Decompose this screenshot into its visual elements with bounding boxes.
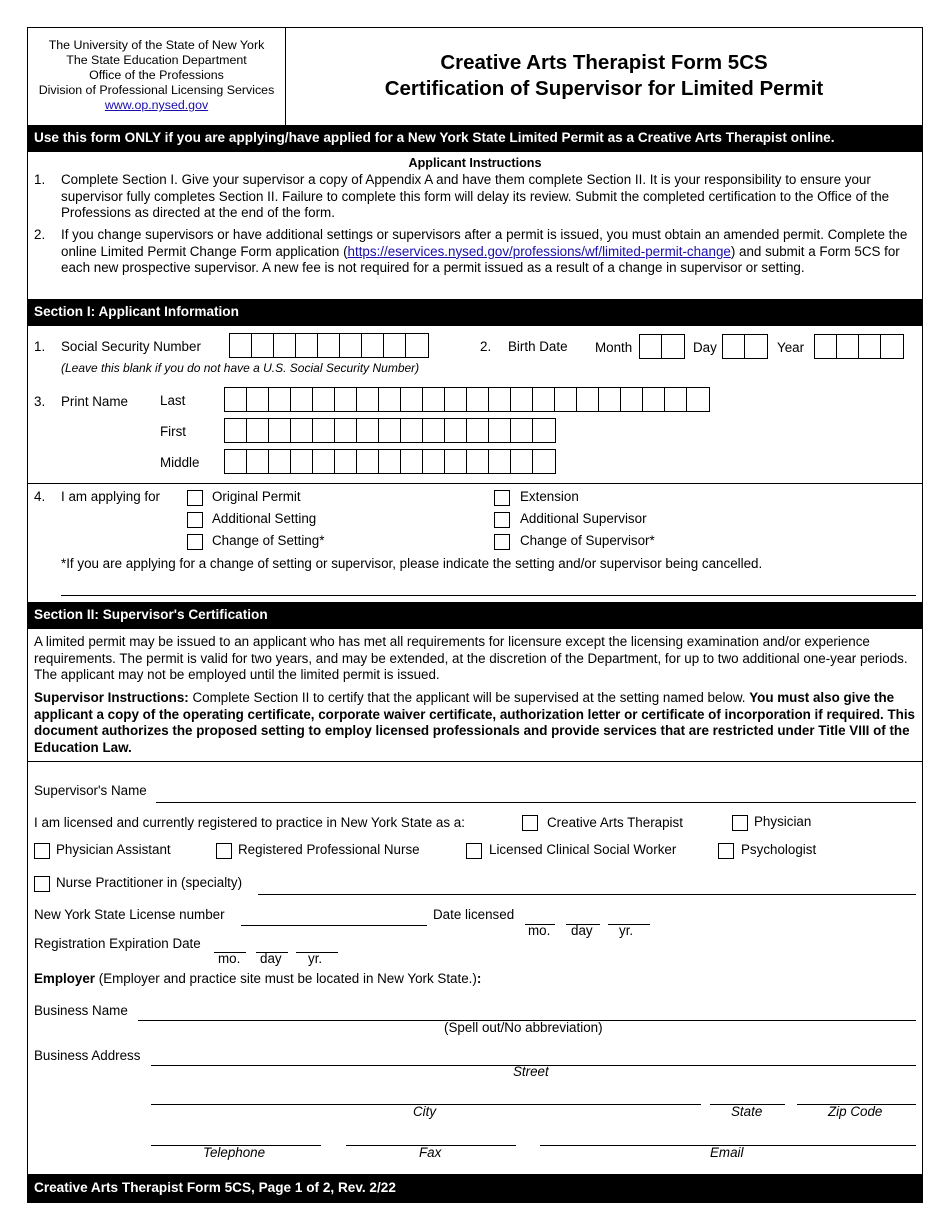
- nurse-practitioner-specialty-input[interactable]: [258, 894, 916, 895]
- option-label: Change of Supervisor*: [520, 533, 655, 548]
- registration-expiration-label: Registration Expiration Date: [34, 936, 201, 951]
- divider: [28, 761, 922, 762]
- divider: [28, 483, 922, 484]
- first-name-label: First: [160, 424, 187, 439]
- last-name-label: Last: [160, 393, 186, 408]
- agency-line: The University of the State of New York: [48, 38, 265, 52]
- agency-line: Office of the Professions: [89, 68, 224, 82]
- month-label: Month: [595, 340, 633, 355]
- last-name-input[interactable]: [224, 387, 710, 412]
- licensed-as-label: I am licensed and currently registered to practice in New York State as a:: [34, 815, 465, 830]
- day-caption: day: [260, 951, 282, 966]
- yr-caption: yr.: [308, 951, 323, 966]
- fax-caption: Fax: [419, 1145, 442, 1160]
- registered-professional-nurse-checkbox[interactable]: [216, 843, 232, 859]
- year-label: Year: [777, 340, 805, 355]
- agency-block: [28, 28, 286, 125]
- website-link[interactable]: www.op.nysed.gov: [104, 98, 209, 112]
- form-page: [27, 27, 923, 1203]
- section-1-bar: Section I: Applicant Information: [28, 299, 922, 326]
- footer-bar: Creative Arts Therapist Form 5CS, Page 1 of 2, Rev. 2/22: [28, 1174, 922, 1203]
- item-number: 1.: [34, 339, 46, 354]
- instruction-number: 1.: [34, 172, 46, 187]
- birth-month-input[interactable]: [639, 334, 685, 359]
- profession-label: Creative Arts Therapist: [547, 815, 683, 830]
- instruction-1: Complete Section I. Give your supervisor a copy of Appendix A and have them complete Section II. It is your responsibility to ensure your supervisor fully completes Section II. Failure to complete this form will delay its review. Submit the completed certification to the Office of the Professions as directed at the end of the form.: [61, 172, 890, 221]
- business-address-label: Business Address: [34, 1048, 141, 1063]
- item-number: 3.: [34, 394, 46, 409]
- instruction-2: If you change supervisors or have additional settings or supervisors after a permit is issued, you must obtain an amended permit. Complete the online Limited Permit Change Form application (https://eservices.nysed.gov/professions/wf/limited-permit-change) and submit a Form 5CS for each new prospective supervisor. A new fee is not required for a permit issued as a result of a change in supervisor or setting.: [61, 227, 908, 276]
- zip-caption: Zip Code: [828, 1104, 883, 1119]
- profession-label: Physician: [754, 814, 812, 829]
- ssn-note: (Leave this blank if you do not have a U.S. Social Security Number): [61, 361, 420, 375]
- employer-label: Employer (Employer and practice site must be located in New York State.):: [34, 971, 482, 986]
- licensed-clinical-social-worker-checkbox[interactable]: [466, 843, 482, 859]
- additional-setting-checkbox[interactable]: [187, 512, 203, 528]
- email-caption: Email: [710, 1145, 744, 1160]
- change-of-supervisor-checkbox[interactable]: [494, 534, 510, 550]
- telephone-caption: Telephone: [203, 1145, 266, 1160]
- profession-label: Nurse Practitioner in (specialty): [56, 875, 243, 890]
- instruction-number: 2.: [34, 227, 46, 242]
- section-2-bar: Section II: Supervisor's Certification: [28, 602, 922, 629]
- section-2-intro: A limited permit may be issued to an applicant who has met all requirements for licensure except the licensing examination and/or experience requirements. The permit is valid for two years, and may be extended, at the discretion of the Department, for up to two additional one-year periods. The applicant may not be employed until the limited permit is issued.: [34, 634, 908, 683]
- birth-year-input[interactable]: [814, 334, 904, 359]
- option-label: Original Permit: [212, 489, 301, 504]
- item-number: 4.: [34, 489, 46, 504]
- option-label: Additional Setting: [212, 511, 317, 526]
- extension-checkbox[interactable]: [494, 490, 510, 506]
- physician-checkbox[interactable]: [732, 815, 748, 831]
- supervisor-name-input[interactable]: [156, 802, 916, 803]
- title-line-2: Certification of Supervisor for Limited Permit: [384, 77, 824, 100]
- psychologist-checkbox[interactable]: [718, 843, 734, 859]
- profession-label: Licensed Clinical Social Worker: [489, 842, 677, 857]
- option-label: Extension: [520, 489, 579, 504]
- mo-caption: mo.: [528, 923, 551, 938]
- city-caption: City: [413, 1104, 437, 1119]
- option-label: Additional Supervisor: [520, 511, 647, 526]
- additional-supervisor-checkbox[interactable]: [494, 512, 510, 528]
- profession-label: Physician Assistant: [56, 842, 171, 857]
- mo-caption: mo.: [218, 951, 241, 966]
- agency-line: Division of Professional Licensing Services: [38, 83, 275, 97]
- applying-for-label: I am applying for: [61, 489, 160, 504]
- street-caption: Street: [513, 1064, 549, 1079]
- title-line-1: Creative Arts Therapist Form 5CS: [440, 51, 768, 74]
- spell-out-caption: (Spell out/No abbreviation): [444, 1020, 603, 1035]
- print-name-label: Print Name: [61, 394, 128, 409]
- birth-day-input[interactable]: [722, 334, 768, 359]
- item-number: 2.: [480, 339, 492, 354]
- notice-bar: Use this form ONLY if you are applying/have applied for a New York State Limited Permit as a Creative Arts Therapist online.: [28, 125, 922, 152]
- supervisor-name-label: Supervisor's Name: [34, 783, 147, 798]
- ssn-label: Social Security Number: [61, 339, 201, 354]
- day-label: Day: [693, 340, 717, 355]
- license-number-label: New York State License number: [34, 907, 225, 922]
- business-name-label: Business Name: [34, 1003, 128, 1018]
- change-note: *If you are applying for a change of setting or supervisor, please indicate the setting and/or supervisor being cancelled.: [61, 556, 763, 571]
- state-caption: State: [731, 1104, 763, 1119]
- physician-assistant-checkbox[interactable]: [34, 843, 50, 859]
- yr-caption: yr.: [619, 923, 634, 938]
- supervisor-instructions: Supervisor Instructions: Complete Section II to certify that the applicant will be supervised at the setting named below. You must also give the applicant a copy of the operating certificate, corporate waiver certificate, authorization letter or certificate of incorporation if required. This document authorizes the proposed setting to employ licensed professionals and provide services that are restricted under Title VIII of the Education Law.: [34, 690, 915, 755]
- limited-permit-change-link[interactable]: https://eservices.nysed.gov/professions/wf/limited-permit-change: [347, 243, 731, 259]
- day-caption: day: [571, 923, 593, 938]
- applicant-instructions-heading: Applicant Instructions: [408, 156, 542, 170]
- cancelled-setting-input[interactable]: [61, 595, 916, 596]
- profession-label: Registered Professional Nurse: [238, 842, 420, 857]
- nurse-practitioner-checkbox[interactable]: [34, 876, 50, 892]
- form-title: [286, 28, 922, 125]
- first-name-input[interactable]: [224, 418, 556, 443]
- creative-arts-therapist-checkbox[interactable]: [522, 815, 538, 831]
- profession-label: Psychologist: [741, 842, 817, 857]
- middle-name-input[interactable]: [224, 449, 556, 474]
- middle-name-label: Middle: [160, 455, 200, 470]
- original-permit-checkbox[interactable]: [187, 490, 203, 506]
- agency-line: The State Education Department: [66, 53, 247, 67]
- option-label: Change of Setting*: [212, 533, 325, 548]
- ssn-input[interactable]: [229, 333, 429, 358]
- date-licensed-label: Date licensed: [433, 907, 515, 922]
- license-number-input[interactable]: [241, 925, 427, 926]
- change-of-setting-checkbox[interactable]: [187, 534, 203, 550]
- birth-date-label: Birth Date: [508, 339, 568, 354]
